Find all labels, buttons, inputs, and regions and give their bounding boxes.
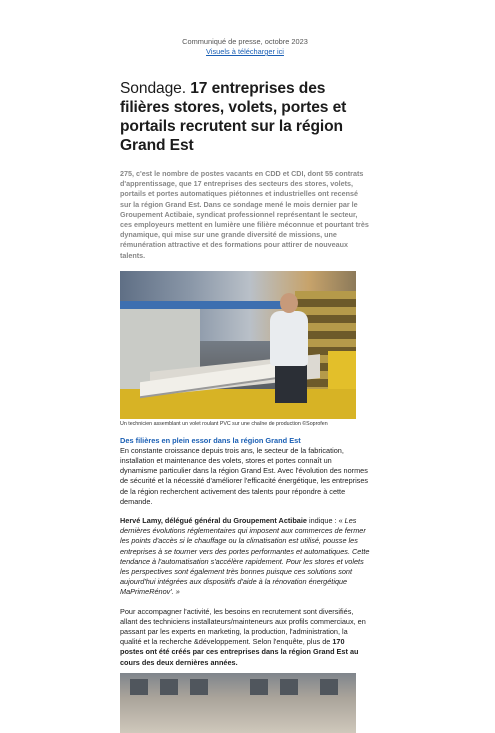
closing-strong: 170 postes ont été créés par ces entreprises dans la région Grand Est au cours des deux dernières années. <box>120 637 359 667</box>
section-heading: Des filières en plein essor dans la région Grand Est <box>120 435 301 445</box>
closing-paragraph <box>120 607 370 668</box>
lead-paragraph: 275, c'est le nombre de postes vacants en CDD et CDI, dont 55 contrats d'apprentissage, que 17 entreprises des secteurs des stores, volets, portails et portes automatiques piétonnes et industrielles ont recensé sur la région Grand Est. Dans ce sondage mené le mois dernier par le Groupement Actibaie, syndicat professionnel représentant le secteur, ces employeurs mettent en lumière une filière méconnue et pourtant très dynamique, qui mise sur une grande diversité de missions, une rémunération attractive et des formations pour attirer de nouveaux talents. <box>120 169 369 260</box>
title-prefix: Sondage. <box>120 80 191 97</box>
section-body: En constante croissance depuis trois ans, le secteur de la fabrication, installation et maintenance des volets, stores et portes connaît un dynamisme particulier dans la région Grand Est. Avec l'évolution des normes de sécurité et la nécessité d'améliorer l'efficacité énergétique, les entreprises de la région recherchent activement des talents pour répondre à cette demande. <box>120 445 369 506</box>
quote-author: Hervé Lamy, délégué général du Groupement Actibaie <box>120 516 307 526</box>
quote-text: Les dernières évolutions réglementaires qui imposent aux commerces de fermer les points d'accès si le chauffage ou la climatisation est utilisé, pousse les entreprises à se tourner vers des portes performantes et automatiques. Cette tendance à l'automatisation s'accélère rapidement. Pour les stores et volets les perspectives sont également très bonnes puisque ces solutions sont aujourd'hui intégrées aux dispositifs d'aide à la rénovation énergétique MaPrimeRénov'. » <box>120 516 370 597</box>
factory-photo <box>120 271 356 419</box>
download-visuals-link[interactable]: Visuels à télécharger ici <box>206 47 284 56</box>
header <box>120 37 370 57</box>
quote-intro: indique : « <box>306 516 343 526</box>
title-strong: 17 entreprises des filières stores, volets, portes et portails recrutent sur la région Grand Est <box>120 80 347 154</box>
closing-text: Pour accompagner l'activité, les besoins en recrutement sont diversifiés, allant des techniciens installateurs/mainteneurs aux profils commerciaux, en passant par les experts en marketing, la production, l'administration, la qualité et la recherche &développement. Selon l'enquête, plus de <box>120 606 366 647</box>
press-release-date: Communiqué de presse, octobre 2023 <box>182 37 308 46</box>
press-release <box>120 0 370 733</box>
photo-caption: Un technicien assemblant un volet roulant PVC sur une chaîne de production ©Soprofen <box>120 420 328 427</box>
page-title <box>120 79 370 155</box>
quote-paragraph <box>120 516 370 598</box>
building-photo <box>120 673 356 733</box>
